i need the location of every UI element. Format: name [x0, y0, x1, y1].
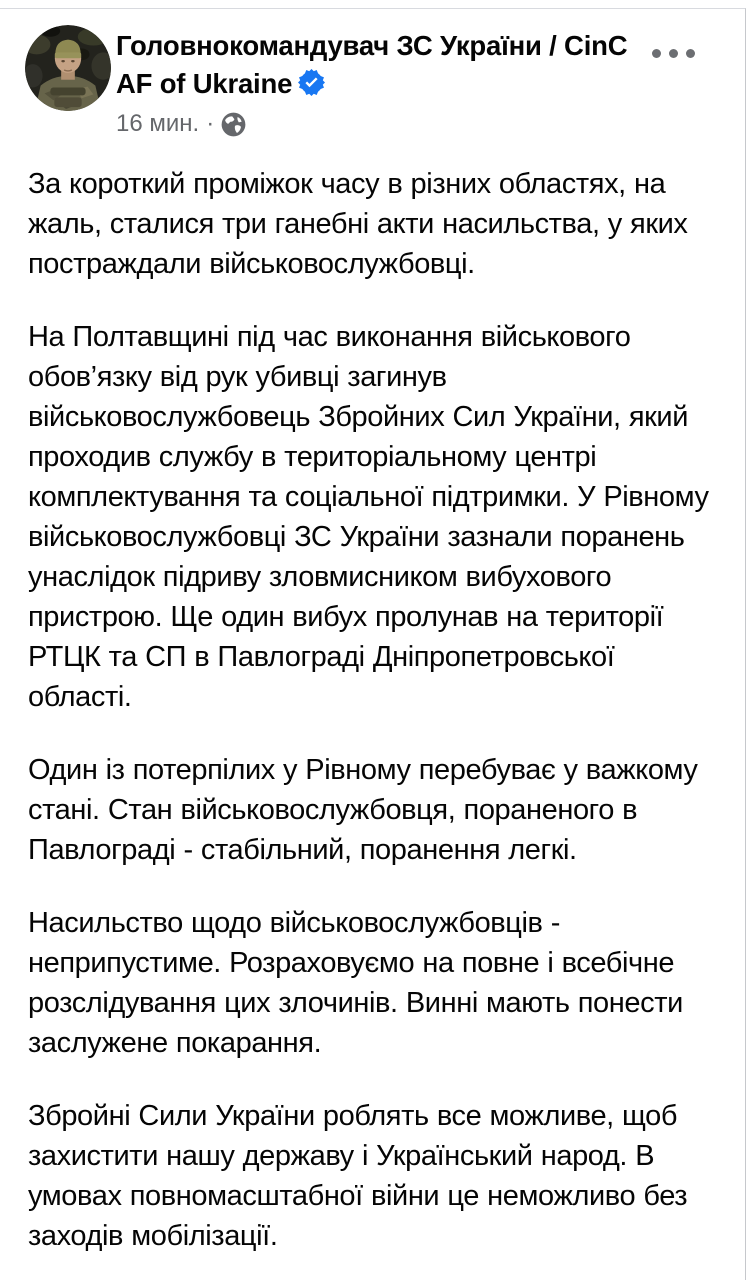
avatar-image-soldier — [25, 25, 111, 111]
post-meta[interactable] — [116, 110, 631, 138]
post-paragraph: Насильство щодо військовослужбовців - неприпустиме. Розраховуємо на повне і всебічне розслідування цих злочинів. Винні мають понести заслужене покарання. — [28, 907, 683, 1059]
avatar[interactable] — [25, 25, 111, 111]
post-paragraph: На Полтавщині під час виконання військового обов’язку від рук убивці загинув військовослужбовець Збройних Сил України, який проходив службу в територіальному центрі комплектування та соціальної підтримки. У Рівному військовослужбовці ЗС України зазнали поранень унаслідок підриву зловмисником вибухового пристрою. Ще один вибух пролунав на території РТЦК та СП в Павлограді Дніпропетровської області. — [28, 321, 709, 713]
more-options-button[interactable] — [646, 43, 701, 64]
timestamp: 16 мин. — [116, 110, 200, 137]
post-paragraph: Збройні Сили України роблять все можливе, щоб захистити нашу державу і Український народ. В умовах повномасштабної війни це неможливо без заходів мобілізації. — [28, 1100, 688, 1252]
post-card — [0, 8, 746, 1280]
header-text — [116, 27, 717, 138]
meta-separator: · — [206, 110, 215, 137]
ellipsis-dot — [669, 49, 678, 58]
author-name-link[interactable] — [116, 27, 631, 103]
post-body — [0, 138, 745, 1256]
author-name: Головнокомандувач ЗС України / CinC AF of Ukraine — [116, 30, 628, 99]
globe-public-icon — [221, 112, 246, 137]
post-paragraph: Один із потерпілих у Рівному перебуває у важкому стані. Стан військовослужбовця, пораненого в Павлограді - стабільний, поранення легкі. — [28, 754, 698, 866]
ellipsis-dot — [652, 49, 661, 58]
ellipsis-dot — [686, 49, 695, 58]
post-paragraph: За короткий проміжок часу в різних областях, на жаль, сталися три ганебні акти насильства, у яких постраждали військовослужбовці. — [28, 168, 688, 280]
verified-badge-icon — [298, 69, 325, 96]
post-header — [0, 9, 745, 138]
